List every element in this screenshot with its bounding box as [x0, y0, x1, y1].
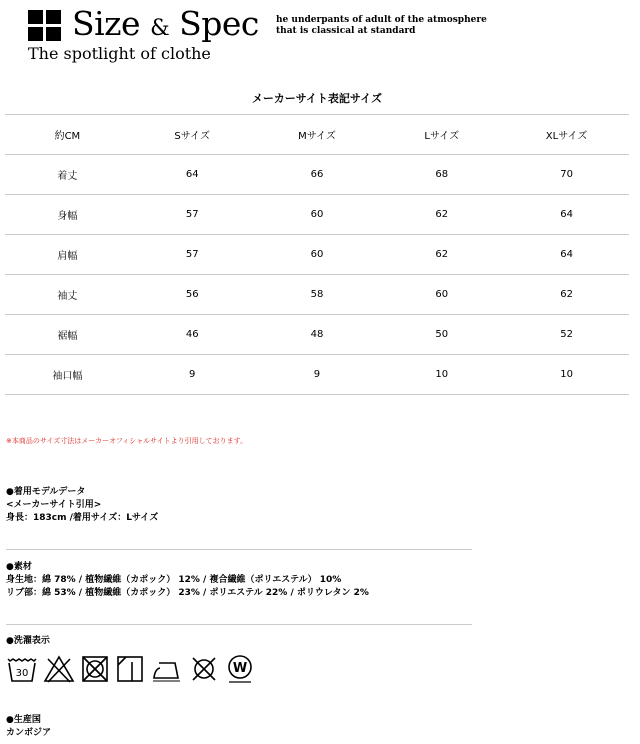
table-row [5, 314, 629, 354]
model-source: <メーカーサイト引用> [6, 500, 102, 510]
section-heading: ●生産国 [6, 715, 41, 725]
washing-heading: ●洗濯表示 [6, 636, 50, 646]
table-cell: 62 [435, 249, 449, 260]
no-dry-clean-icon [189, 654, 219, 684]
table-cell: 10 [435, 369, 449, 380]
table-cell: 64 [560, 209, 573, 220]
table-cell: 56 [185, 289, 199, 300]
table-header-row [5, 114, 629, 154]
model-section [6, 486, 158, 525]
table-cell: 袖口幅 [52, 371, 83, 382]
table-cell: 裾幅 [57, 331, 78, 342]
table-cell: 60 [310, 209, 324, 220]
section-heading: ●素材 [6, 562, 32, 572]
wash-tub-30-icon [6, 654, 38, 684]
tagline: he underpants of adult of the atmosphere that is classical at standard [276, 15, 487, 36]
table-cell: 64 [560, 249, 573, 260]
origin-section [6, 714, 51, 740]
size-table [5, 114, 629, 395]
source-note: ※本商品のサイズ寸法はメーカーオフィシャルサイトより引用しております。 [6, 437, 248, 445]
table-cell: 9 [313, 369, 321, 380]
table-cell: 52 [560, 329, 573, 340]
section-heading: ●着用モデルデータ [6, 487, 86, 497]
table-cell: 60 [435, 289, 449, 300]
model-info: 身長：183cm /着用サイズ：Lサイズ [6, 513, 159, 523]
table-row [5, 154, 629, 194]
table-cell: 57 [185, 249, 199, 260]
table-row [5, 354, 629, 395]
table-row [5, 194, 629, 234]
table-cell: 10 [560, 369, 573, 380]
table-cell: 9 [189, 369, 196, 380]
table-cell: 57 [185, 209, 199, 220]
logo-mark [28, 10, 62, 42]
table-cell: 身幅 [57, 211, 78, 222]
divider [6, 624, 472, 625]
no-bleach-icon [43, 654, 75, 684]
column-header: Sサイズ [174, 131, 210, 142]
table-cell: 64 [185, 169, 199, 180]
size-table-title: メーカーサイト表記サイズ [251, 92, 383, 105]
table-cell: 48 [310, 329, 324, 340]
brand-title: Size & Spec [72, 4, 259, 43]
column-header: 約CM [54, 131, 81, 142]
origin-country: カンボジア [6, 728, 52, 738]
care-icons [6, 654, 256, 684]
material-section [6, 561, 369, 600]
column-header: XLサイズ [545, 131, 588, 142]
material-line: 身生地：綿 78% / 植物繊維（カポック） 12% / 複合繊維（ポリエステル） 10% [6, 575, 342, 585]
column-header: Mサイズ [298, 131, 336, 142]
table-cell: 68 [435, 169, 449, 180]
table-cell: 62 [560, 289, 573, 300]
divider [6, 549, 472, 550]
table-cell: 62 [435, 209, 449, 220]
iron-low-icon [150, 654, 184, 684]
wet-clean-icon [224, 654, 256, 684]
table-cell: 着丈 [57, 171, 78, 182]
brand-subtitle: The spotlight of clothe [28, 44, 211, 63]
line-dry-shade-icon [115, 654, 145, 684]
table-cell: 46 [185, 329, 199, 340]
table-cell: 袖丈 [57, 291, 78, 302]
table-cell: 58 [310, 289, 324, 300]
table-row [5, 274, 629, 314]
table-row [5, 234, 629, 274]
table-cell: 肩幅 [57, 251, 78, 262]
table-cell: 66 [310, 169, 324, 180]
no-tumble-dry-icon [80, 654, 110, 684]
table-cell: 50 [435, 329, 449, 340]
wash-temperature: 30 [15, 668, 29, 679]
column-header: Lサイズ [424, 131, 460, 142]
wet-clean-label: W [232, 661, 248, 676]
table-cell: 60 [310, 249, 324, 260]
table-cell: 70 [560, 169, 573, 180]
material-line: リブ部：綿 53% / 植物繊維（カポック） 23% / ポリエステル 22% / ポリウレタン 2% [6, 588, 369, 598]
